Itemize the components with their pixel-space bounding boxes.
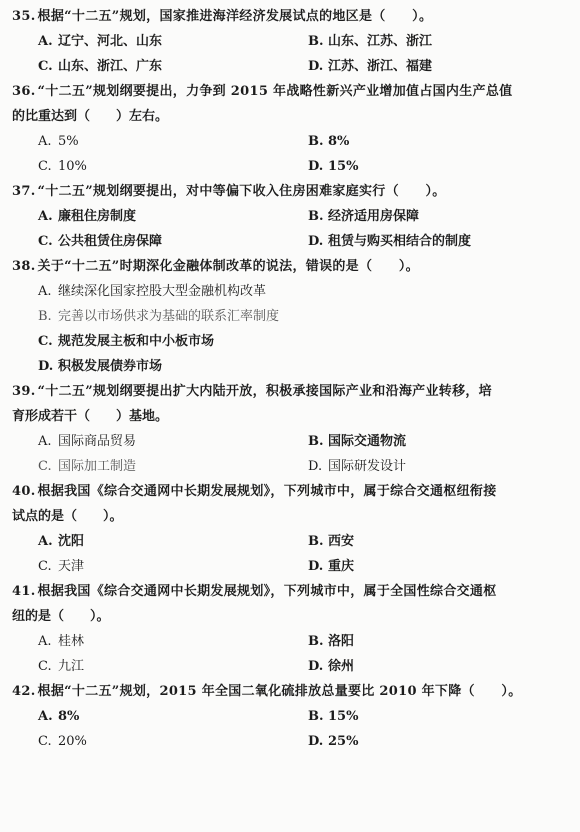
option-b[interactable] xyxy=(308,204,578,229)
option-letter: A. xyxy=(38,209,53,224)
option-text: 江苏、浙江、福建 xyxy=(328,59,433,74)
question-number: 36. xyxy=(12,84,36,99)
stem-text: “十二五”规划纲要提出扩大内陆开放，积极承接国际产业和沿海产业转移，培 xyxy=(37,384,492,399)
option-c[interactable] xyxy=(38,454,308,479)
option-text: 10% xyxy=(58,159,87,174)
question-stem xyxy=(12,254,566,279)
option-text: 西安 xyxy=(328,534,355,549)
option-text: 国际加工制造 xyxy=(58,459,137,474)
option-text: 公共租赁住房保障 xyxy=(58,234,163,249)
stem-continuation: 的比重达到（ ）左右。 xyxy=(12,109,169,124)
question-37 xyxy=(12,179,566,254)
option-text: 5% xyxy=(58,134,79,149)
option-b[interactable] xyxy=(308,29,578,54)
option-b[interactable] xyxy=(308,704,578,729)
question-number: 39. xyxy=(12,384,36,399)
option-d[interactable] xyxy=(308,229,578,254)
stem-continuation: 试点的是（ ）。 xyxy=(12,509,123,524)
options-grid xyxy=(12,529,566,579)
option-letter: A. xyxy=(38,34,53,49)
option-text: 洛阳 xyxy=(328,634,355,649)
option-text: 继续深化国家控股大型金融机构改革 xyxy=(58,284,267,299)
option-a[interactable] xyxy=(38,29,308,54)
options-list xyxy=(12,279,566,379)
question-number: 37. xyxy=(12,184,36,199)
option-text: 25% xyxy=(328,734,359,749)
option-text: 完善以市场供求为基础的联系汇率制度 xyxy=(58,309,280,324)
question-number: 35. xyxy=(12,9,36,24)
option-text: 山东、浙江、广东 xyxy=(58,59,163,74)
option-letter: A. xyxy=(38,709,53,724)
option-c[interactable] xyxy=(38,329,578,354)
stem-text: 根据“十二五”规划，国家推进海洋经济发展试点的地区是（ ）。 xyxy=(37,9,433,24)
option-letter: C. xyxy=(38,659,52,674)
option-text: 经济适用房保障 xyxy=(328,209,420,224)
question-stem xyxy=(12,79,566,104)
options-grid xyxy=(12,129,566,179)
option-a[interactable] xyxy=(38,629,308,654)
option-text: 山东、江苏、浙江 xyxy=(328,34,433,49)
options-grid xyxy=(12,704,566,754)
option-letter: B. xyxy=(308,209,324,224)
option-letter: C. xyxy=(38,159,52,174)
option-letter: B. xyxy=(38,309,52,324)
option-d[interactable] xyxy=(308,454,578,479)
stem-text: 根据“十二五”规划，2015 年全国二氧化硫排放总量要比 2010 年下降（ ）。 xyxy=(37,684,522,699)
option-letter: B. xyxy=(308,709,324,724)
option-c[interactable] xyxy=(38,154,308,179)
option-letter: A. xyxy=(38,134,52,149)
option-letter: B. xyxy=(308,634,324,649)
option-d[interactable] xyxy=(308,154,578,179)
question-stem xyxy=(12,579,566,604)
option-letter: B. xyxy=(308,134,324,149)
options-grid xyxy=(12,204,566,254)
option-b[interactable] xyxy=(308,629,578,654)
option-text: 国际研发设计 xyxy=(328,459,407,474)
option-text: 20% xyxy=(58,734,87,749)
option-c[interactable] xyxy=(38,554,308,579)
question-number: 42. xyxy=(12,684,36,699)
option-letter: D. xyxy=(308,234,324,249)
stem-text: 根据我国《综合交通网中长期发展规划》，下列城市中，属于综合交通枢纽衔接 xyxy=(37,484,497,499)
question-stem xyxy=(12,4,566,29)
option-text: 8% xyxy=(58,709,80,724)
option-letter: B. xyxy=(308,34,324,49)
stem-text: “十二五”规划纲要提出，对中等偏下收入住房困难家庭实行（ ）。 xyxy=(37,184,446,199)
option-letter: A. xyxy=(38,534,53,549)
question-stem xyxy=(12,679,566,704)
option-letter: D. xyxy=(38,359,54,374)
option-text: 重庆 xyxy=(328,559,355,574)
question-number: 40. xyxy=(12,484,36,499)
option-b[interactable] xyxy=(38,304,578,329)
option-text: 桂林 xyxy=(58,634,85,649)
option-text: 天津 xyxy=(58,559,85,574)
question-stem xyxy=(12,179,566,204)
stem-text: 关于“十二五”时期深化金融体制改革的说法，错误的是（ ）。 xyxy=(37,259,419,274)
question-number: 41. xyxy=(12,584,36,599)
option-text: 国际交通物流 xyxy=(328,434,407,449)
stem-text: 根据我国《综合交通网中长期发展规划》，下列城市中，属于全国性综合交通枢 xyxy=(37,584,497,599)
question-35 xyxy=(12,4,566,79)
question-42 xyxy=(12,679,566,754)
option-text: 15% xyxy=(328,159,359,174)
option-d[interactable] xyxy=(308,729,578,754)
option-letter: A. xyxy=(38,634,52,649)
option-text: 国际商品贸易 xyxy=(58,434,137,449)
option-b[interactable] xyxy=(308,529,578,554)
option-letter: D. xyxy=(308,559,324,574)
options-grid xyxy=(12,629,566,679)
option-letter: B. xyxy=(308,434,324,449)
option-d[interactable] xyxy=(308,654,578,679)
option-b[interactable] xyxy=(308,429,578,454)
option-letter: A. xyxy=(38,434,52,449)
option-a[interactable] xyxy=(38,704,308,729)
question-36 xyxy=(12,79,566,179)
option-text: 沈阳 xyxy=(58,534,85,549)
option-letter: D. xyxy=(308,159,324,174)
question-40 xyxy=(12,479,566,579)
option-letter: C. xyxy=(38,734,52,749)
question-39 xyxy=(12,379,566,479)
option-text: 廉租住房制度 xyxy=(58,209,137,224)
option-c[interactable] xyxy=(38,54,308,79)
stem-text: “十二五”规划纲要提出，力争到 2015 年战略性新兴产业增加值占国内生产总值 xyxy=(37,84,513,99)
options-grid xyxy=(12,429,566,479)
question-38 xyxy=(12,254,566,379)
stem-continuation: 纽的是（ ）。 xyxy=(12,609,110,624)
option-text: 积极发展债券市场 xyxy=(58,359,163,374)
question-number: 38. xyxy=(12,259,36,274)
option-letter: D. xyxy=(308,59,324,74)
option-a[interactable] xyxy=(38,204,308,229)
question-stem xyxy=(12,379,566,404)
option-text: 8% xyxy=(328,134,350,149)
option-letter: D. xyxy=(308,659,324,674)
option-letter: C. xyxy=(38,334,53,349)
question-41 xyxy=(12,579,566,679)
option-letter: C. xyxy=(38,59,53,74)
option-b[interactable] xyxy=(308,129,578,154)
option-text: 规范发展主板和中小板市场 xyxy=(58,334,215,349)
option-text: 15% xyxy=(328,709,359,724)
option-a[interactable] xyxy=(38,279,578,304)
option-a[interactable] xyxy=(38,429,308,454)
option-letter: C. xyxy=(38,234,53,249)
option-c[interactable] xyxy=(38,654,308,679)
options-grid xyxy=(12,29,566,79)
option-a[interactable] xyxy=(38,529,308,554)
option-a[interactable] xyxy=(38,129,308,154)
stem-continuation: 育形成若干（ ）基地。 xyxy=(12,409,169,424)
option-letter: B. xyxy=(308,534,324,549)
option-d[interactable] xyxy=(308,554,578,579)
option-letter: D. xyxy=(308,459,323,474)
option-letter: C. xyxy=(38,459,52,474)
option-c[interactable] xyxy=(38,229,308,254)
option-text: 徐州 xyxy=(328,659,355,674)
question-stem xyxy=(12,479,566,504)
option-text: 租赁与购买相结合的制度 xyxy=(328,234,472,249)
option-d[interactable] xyxy=(38,354,578,379)
option-letter: D. xyxy=(308,734,324,749)
option-letter: C. xyxy=(38,559,52,574)
option-letter: A. xyxy=(38,284,52,299)
option-d[interactable] xyxy=(308,54,578,79)
option-c[interactable] xyxy=(38,729,308,754)
option-text: 九江 xyxy=(58,659,85,674)
option-text: 辽宁、河北、山东 xyxy=(58,34,163,49)
